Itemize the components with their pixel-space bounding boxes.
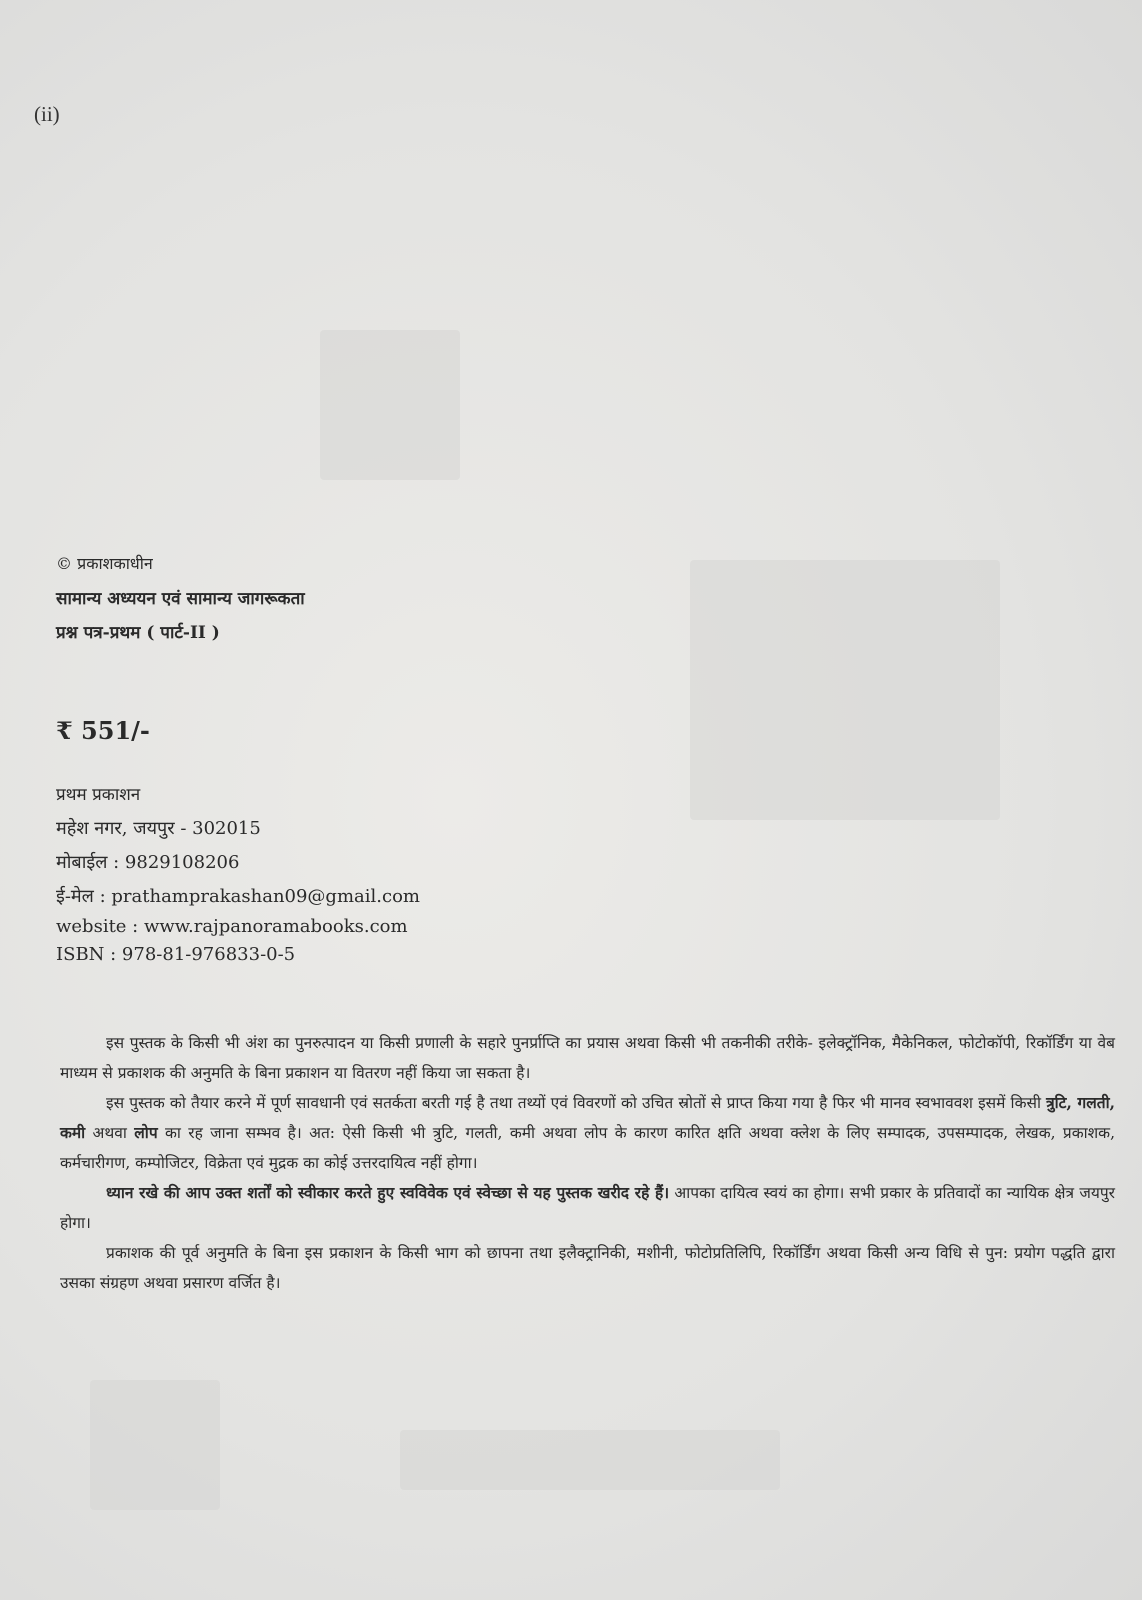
price: ₹ 551/- — [56, 716, 150, 745]
show-through-block — [400, 1430, 780, 1490]
text: अथवा — [85, 1124, 135, 1142]
email: ई-मेल : prathamprakashan09@gmail.com — [56, 886, 420, 907]
text: आपका दायित्व स्वयं का होगा। सभी प्रकार के प्रतिवादों का न्यायिक क्षेत्र जयपुर होगा। — [60, 1184, 1115, 1232]
bold-text: ध्यान रखे की आप उक्त शर्तों को स्वीकार करते हुए स्वविवेक एवं स्वेच्छा से यह पुस्तक खरीद रहे हैं। — [106, 1183, 670, 1202]
disclaimer-text — [60, 1028, 1115, 1298]
website: website : www.rajpanoramabooks.com — [56, 916, 408, 937]
publisher-address: महेश नगर, जयपुर - 302015 — [56, 818, 261, 839]
book-subtitle: प्रश्न पत्र-प्रथम ( पार्ट-II ) — [56, 623, 220, 643]
disclaimer-paragraph-2 — [60, 1088, 1115, 1178]
show-through-block — [690, 560, 1000, 820]
mobile-number: मोबाईल : 9829108206 — [56, 852, 240, 873]
bold-text: लोप — [134, 1123, 158, 1142]
book-title: सामान्य अध्ययन एवं सामान्य जागरूकता — [56, 589, 305, 609]
disclaimer-paragraph-3 — [60, 1178, 1115, 1238]
isbn: ISBN : 978-81-976833-0-5 — [56, 944, 296, 965]
disclaimer-paragraph-1: इस पुस्तक के किसी भी अंश का पुनरुत्पादन या किसी प्रणाली के सहारे पुनर्प्राप्ति का प्रयास अथवा किसी भी तकनीकी तरीके- इलेक्ट्रॉनिक, मैकेनिकल, फोटोकॉपी, रिकॉर्डिंग या वेब माध्यम से प्रकाशक की अनुमति के बिना प्रकाशन या वितरण नहीं किया जा सकता है। — [60, 1034, 1115, 1082]
disclaimer-paragraph-4: प्रकाशक की पूर्व अनुमति के बिना इस प्रकाशन के किसी भाग को छापना तथा इलैक्ट्रानिकी, मशीनी, फोटोप्रतिलिपि, रिकॉर्डिंग अथवा किसी अन्य विधि से पुन: प्रयोग पद्धति द्वारा उसका संग्रहण अथवा प्रसारण वर्जित है। — [60, 1244, 1115, 1292]
page-number: (ii) — [34, 102, 60, 126]
bold-text: त्रुटि, गलती, कमी — [60, 1093, 1115, 1142]
copyright-line: © प्रकाशकाधीन — [56, 554, 153, 573]
publisher-name: प्रथम प्रकाशन — [56, 785, 141, 805]
text: इस पुस्तक को तैयार करने में पूर्ण सावधानी एवं सतर्कता बरती गई है तथा तथ्यों एवं विवरणों को उचित स्रोतों से प्राप्त किया गया है फिर भी मानव स्वभाववश इसमें किसी — [106, 1094, 1047, 1112]
text: का रह जाना सम्भव है। अत: ऐसी किसी भी त्रुटि, गलती, कमी अथवा लोप के कारण कारित क्षति अथवा क्लेश के लिए सम्पादक, उपसम्पादक, लेखक, प्रकाशक, कर्मचारीगण, कम्पोजिटर, विक्रेता एवं मुद्रक का कोई उत्तरदायित्व नहीं होगा। — [60, 1124, 1115, 1172]
show-through-block — [320, 330, 460, 480]
show-through-block — [90, 1380, 220, 1510]
